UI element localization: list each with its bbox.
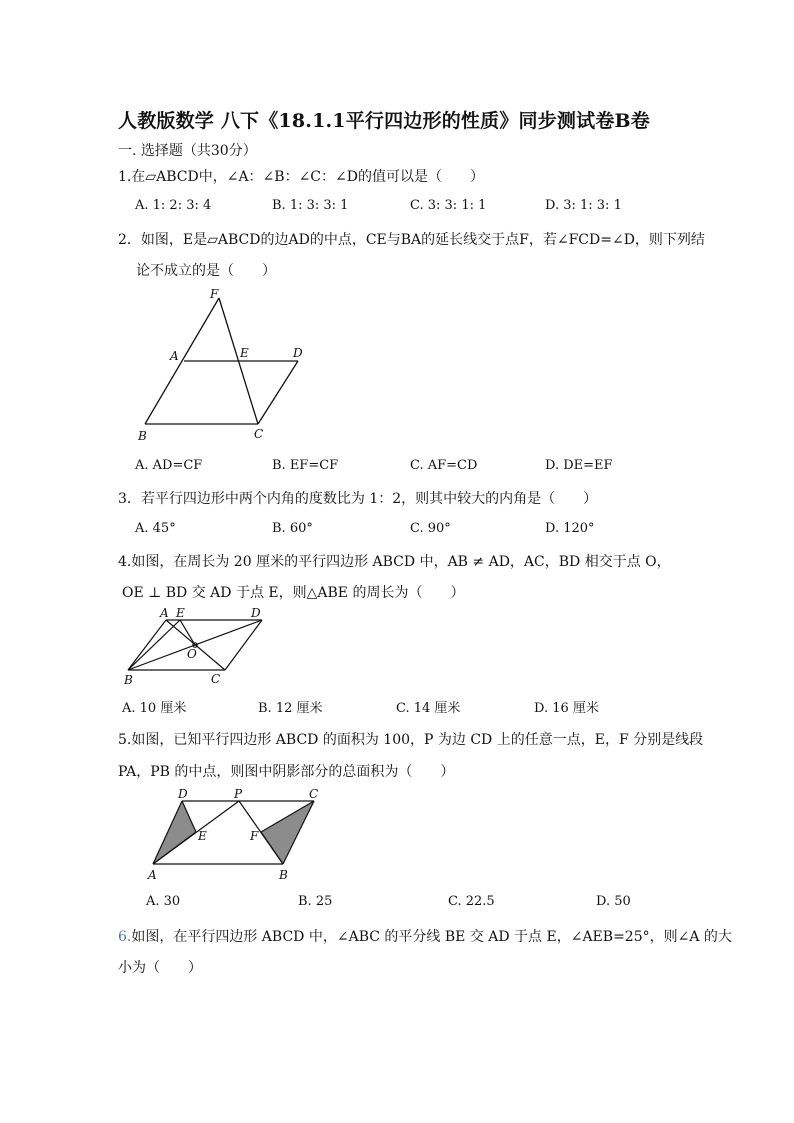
q5-option-a: A. 30 (146, 894, 181, 909)
q5-option-d: D. 50 (596, 894, 631, 909)
q2-label-d: D (293, 346, 303, 360)
question-3-text: 3．若平行四边形中两个内角的度数比为 1：2，则其中较大的内角是（ ） (118, 491, 598, 507)
q3-option-b: B. 60° (272, 521, 313, 536)
q5-label-f: F (250, 829, 259, 843)
q5-option-c: C. 22.5 (448, 894, 495, 909)
q4-option-d: D. 16 厘米 (534, 701, 599, 716)
q4-option-b: B. 12 厘米 (258, 701, 323, 716)
q4-option-c: C. 14 厘米 (396, 701, 461, 716)
q5-label-d: D (178, 787, 188, 801)
q1-option-c: C. 3: 3: 1: 1 (410, 198, 487, 213)
q2-label-a: A (170, 349, 179, 363)
q5-option-b: B. 25 (298, 894, 333, 909)
q2-label-c: C (254, 427, 264, 441)
q4-label-o: O (187, 647, 197, 661)
question-2-line-1: 2．如图，E是▱ABCD的边AD的中点，CE与BA的延长线交于点F，若∠FCD=∠D，则下列结 (118, 232, 705, 248)
q2-option-b: B. EF=CF (272, 458, 339, 473)
q5-label-c: C (309, 787, 319, 801)
question-1-text: 1.在▱ABCD中，∠A：∠B：∠C：∠D的值可以是（ ） (118, 169, 484, 185)
q4-label-d: D (251, 606, 261, 620)
q5-label-a: A (148, 868, 157, 882)
q3-option-c: C. 90° (410, 521, 451, 536)
question-4-line-1: 4.如图，在周长为 20 厘米的平行四边形 ABCD 中，AB ≠ AD，AC，BD 相交于点 O， (118, 554, 671, 570)
question-5-line-1: 5.如图，已知平行四边形 ABCD 的面积为 100，P 为边 CD 上的任意一点，E，F 分别是线段 (118, 732, 704, 748)
q1-option-d: D. 3: 1: 3: 1 (545, 198, 622, 213)
section-heading: 一. 选择题（共30分） (118, 143, 257, 159)
q1-option-a: A. 1: 2: 3: 4 (135, 198, 212, 213)
question-6-line-2: 小为（ ） (118, 960, 202, 976)
question-6-number: 6. (118, 929, 132, 945)
q5-label-e: E (198, 829, 207, 843)
q5-label-p: P (234, 787, 243, 801)
q2-label-e: E (240, 346, 249, 360)
q5-label-b: B (279, 868, 288, 882)
q3-option-d: D. 120° (545, 521, 595, 536)
question-2-line-2: 论不成立的是（ ） (136, 263, 276, 279)
question-4-line-2: OE ⊥ BD 交 AD 于点 E，则△ABE 的周长为（ ） (122, 585, 465, 601)
q2-label-b: B (138, 429, 147, 443)
q4-label-e: E (176, 606, 185, 620)
q3-option-a: A. 45° (135, 521, 176, 536)
q2-option-a: A. AD=CF (135, 458, 203, 473)
question-6-line-1 (118, 926, 732, 946)
page-title: 人教版数学 八下《18.1.1平行四边形的性质》同步测试卷B卷 (118, 110, 650, 132)
q1-option-b: B. 1: 3: 3: 1 (272, 198, 349, 213)
q2-label-f: F (210, 287, 219, 301)
q4-label-a: A (160, 606, 169, 620)
question-5-line-2: PA，PB 的中点，则图中阴影部分的总面积为（ ） (118, 764, 455, 780)
q4-label-b: B (124, 673, 133, 687)
q2-option-c: C. AF=CD (410, 458, 478, 473)
q4-label-c: C (211, 672, 221, 686)
q4-option-a: A. 10 厘米 (122, 701, 187, 716)
q2-option-d: D. DE=EF (545, 458, 613, 473)
question-6-text: 如图，在平行四边形 ABCD 中，∠ABC 的平分线 BE 交 AD 于点 E，∠AEB=25°，则∠A 的大 (131, 929, 732, 945)
